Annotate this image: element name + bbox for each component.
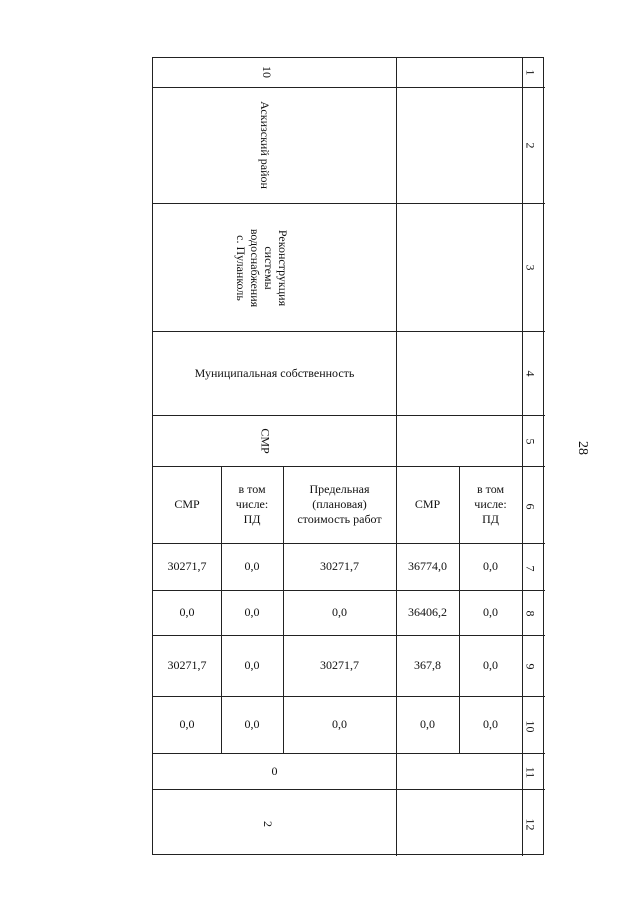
table-cell: 30271,7 — [320, 559, 359, 573]
header-line: (плановая) — [312, 497, 367, 511]
row-divider — [153, 789, 545, 790]
row12-value: 2 — [261, 821, 275, 827]
row-divider — [153, 203, 545, 204]
col-number: 3 — [523, 264, 538, 271]
header-line: стоимость работ — [297, 512, 382, 526]
col-number: 10 — [523, 720, 538, 733]
rotated-table — [152, 57, 544, 855]
row11-value: 0 — [271, 763, 278, 778]
table-cell: 0,0 — [244, 658, 260, 672]
header-line: числе: — [474, 497, 507, 511]
table-cell: 0,0 — [179, 605, 195, 619]
project-name — [232, 222, 290, 314]
col-number: 9 — [523, 663, 538, 670]
header-smr: СМР — [174, 497, 200, 511]
table-cell: 30271,7 — [320, 658, 359, 672]
header-line: в том — [238, 482, 266, 496]
district: Аскизский район — [258, 101, 272, 189]
col1-value: 10 — [260, 66, 274, 78]
table-cell: 0,0 — [244, 717, 260, 731]
page-number: 28 — [575, 441, 590, 455]
table-cell: 0,0 — [483, 717, 498, 731]
col-number: 11 — [523, 766, 538, 779]
table-cell: 0,0 — [332, 717, 347, 731]
table-cell: 0,0 — [244, 559, 260, 573]
project-line: Реконструкция — [276, 229, 290, 307]
project-line: системы — [262, 246, 276, 290]
col-divider — [396, 753, 397, 856]
table-cell: 0,0 — [483, 658, 498, 672]
header-line: в том — [476, 482, 505, 496]
table-cell: 0,0 — [244, 605, 260, 619]
table-cell: 0,0 — [332, 605, 347, 619]
table-cell: 36406,2 — [408, 605, 447, 619]
header-smr2: СМР — [414, 497, 441, 511]
col-number: 6 — [523, 503, 538, 510]
ownership: Муниципальная собственность — [194, 365, 355, 380]
col-divider — [522, 58, 523, 856]
project-line: с. Пуланколь — [234, 235, 248, 301]
col-number: 7 — [523, 565, 538, 572]
table-cell: 30271,7 — [167, 559, 207, 573]
table-cell: 0,0 — [483, 559, 498, 573]
col-number: 4 — [523, 370, 538, 377]
header-line: ПД — [482, 512, 499, 526]
table-cell: 30271,7 — [167, 658, 207, 672]
table-cell: 0,0 — [483, 605, 498, 619]
header-incl-pd — [221, 466, 283, 543]
row-divider — [153, 415, 545, 416]
table-cell: 367,8 — [414, 658, 441, 672]
col-number: 1 — [523, 69, 538, 76]
table-cell: 0,0 — [179, 717, 195, 731]
header-line: Предельная — [309, 482, 370, 496]
col-number: 5 — [523, 438, 538, 445]
project-line: водоснабжения — [248, 228, 262, 308]
header-incl-pd2 — [459, 466, 522, 543]
work-type: СМР — [258, 428, 273, 454]
row-divider — [153, 87, 545, 88]
header-limit-cost — [283, 466, 396, 543]
col-divider — [396, 58, 397, 466]
header-line: ПД — [243, 512, 261, 526]
col-number: 12 — [523, 818, 538, 831]
header-line: числе: — [235, 497, 269, 511]
col-number: 8 — [523, 610, 538, 617]
table-cell: 0,0 — [420, 717, 435, 731]
col-number: 2 — [523, 142, 538, 149]
table-cell: 36774,0 — [408, 559, 447, 573]
